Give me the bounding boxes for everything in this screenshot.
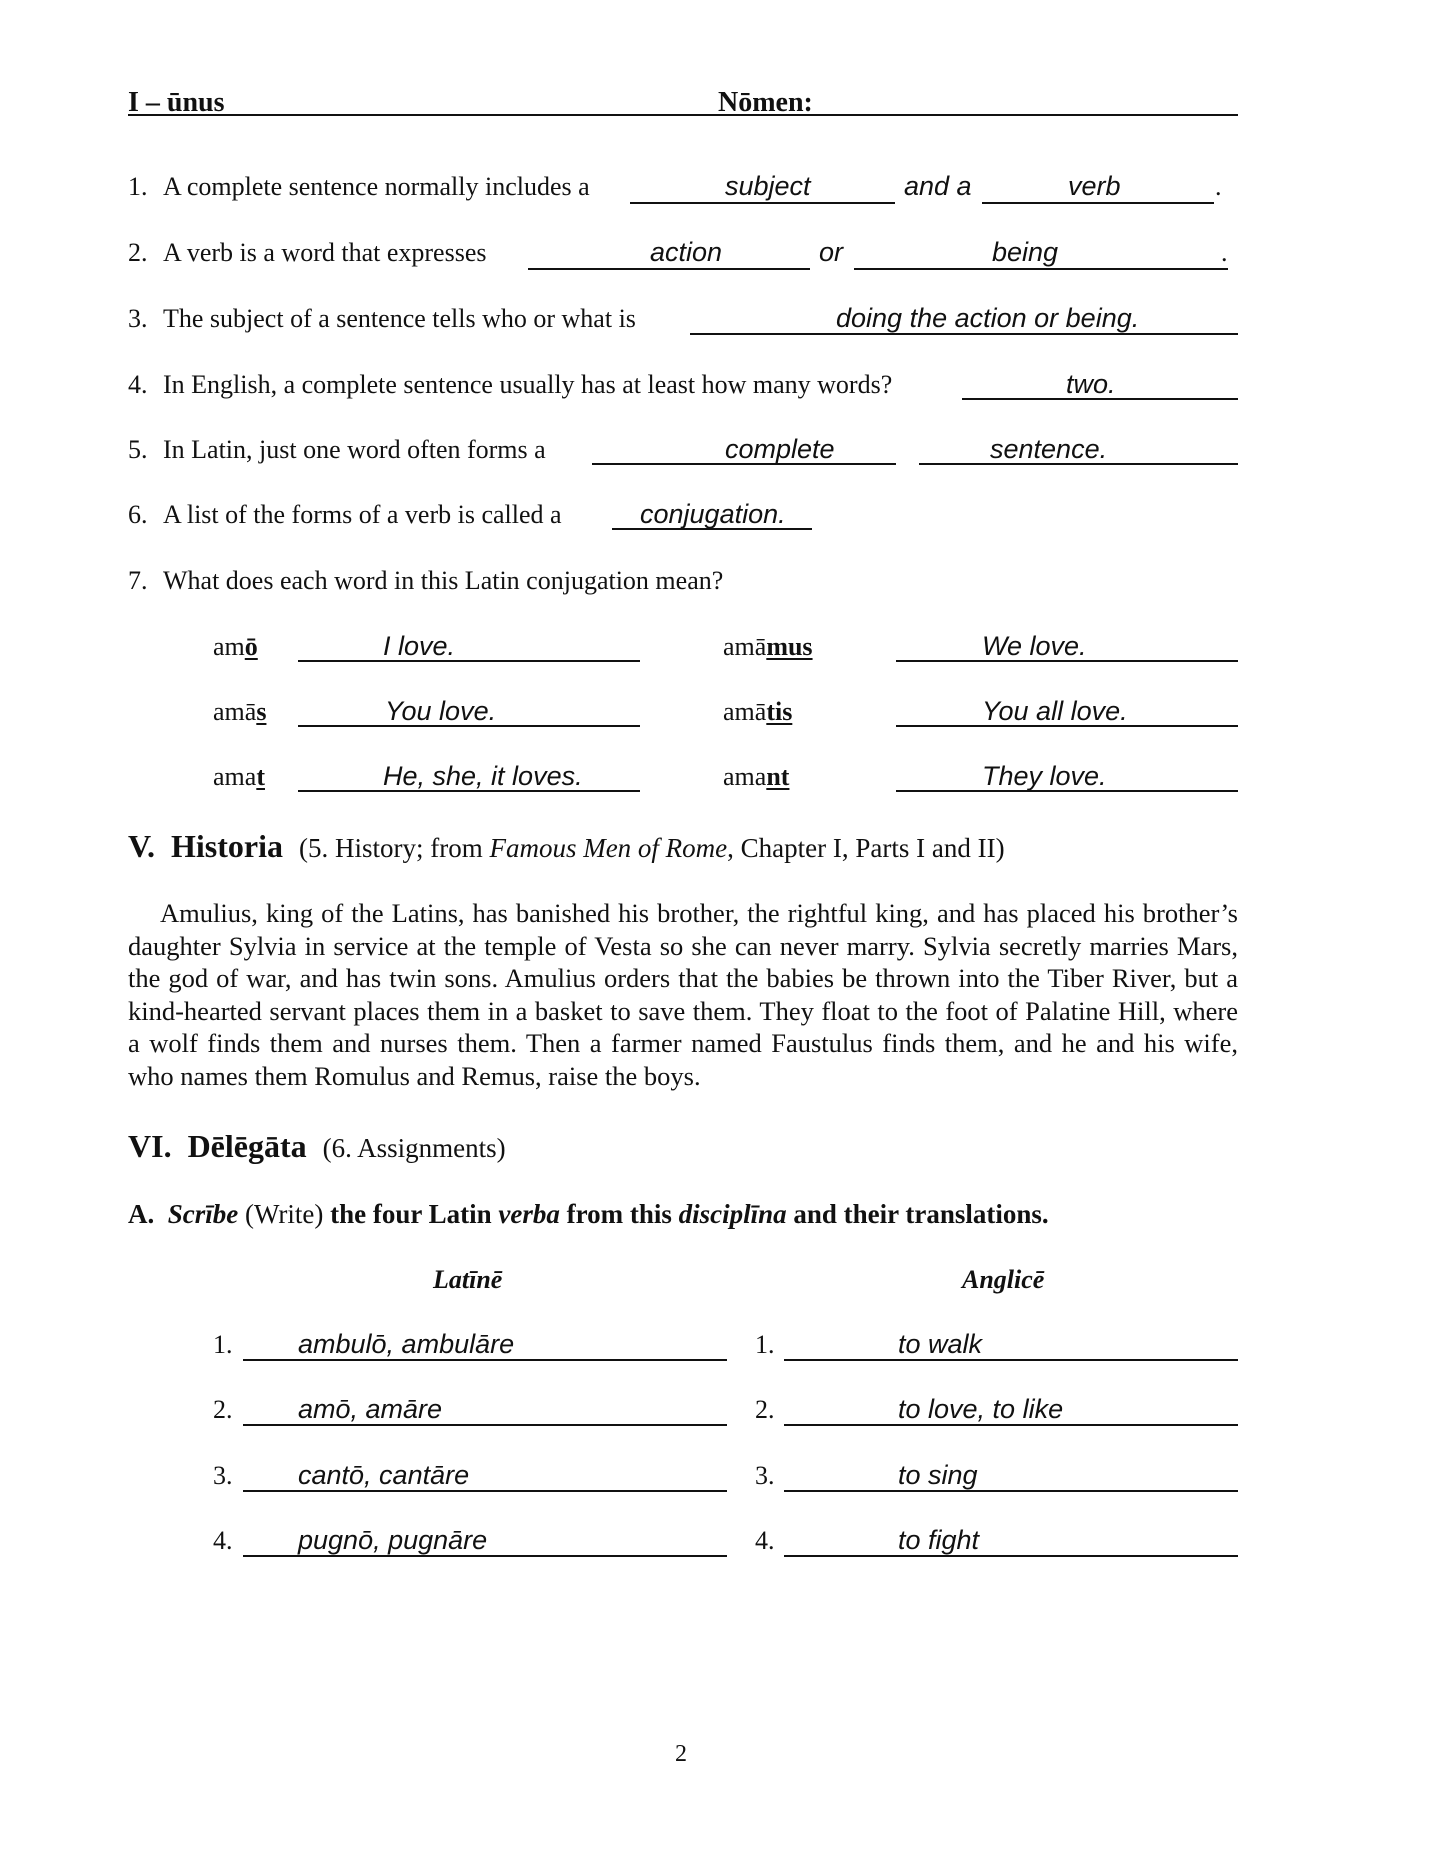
question-7-number: 7.	[128, 566, 148, 595]
english-row-number: 2.	[755, 1395, 775, 1424]
english-translation: to love, to like	[898, 1394, 1064, 1424]
conjugation-form: amāmus	[723, 632, 813, 661]
answer-4: two.	[1066, 369, 1116, 399]
latin-row-number: 2.	[213, 1395, 233, 1424]
question-1-text: A complete sentence normally includes a	[163, 172, 590, 201]
answer-line	[243, 1490, 727, 1492]
latin-verb: cantō, cantāre	[298, 1460, 470, 1490]
answer-line	[854, 268, 1228, 270]
question-7-text: What does each word in this Latin conjugation mean?	[163, 566, 724, 595]
question-3-text: The subject of a sentence tells who or what is	[163, 304, 636, 333]
english-translation: to fight	[898, 1525, 980, 1555]
historia-subtitle: (5. History; from Famous Men of Rome, Chapter I, Parts I and II)	[298, 833, 1005, 863]
conjugation-meaning: They love.	[982, 761, 1107, 791]
question-2-period: .	[1221, 238, 1228, 267]
answer-6: conjugation.	[640, 499, 786, 529]
answer-5a: complete	[725, 434, 835, 464]
historia-paragraph: Amulius, king of the Latins, has banished his brother, the rightful king, and has placed his brother’s daughter Sylvia in service at the temple of Vesta so she can never marry. Sylvia secretly marries Mars, the god of war, and has twin sons. Amulius orders that the babies be thrown into the Tiber River, but a kind-hearted servant places them in a basket to save them. They float to the foot of Palatine Hill, where a wolf finds them and nurses them. Then a farmer named Faustulus finds them, and he and his wife, who names them Romulus and Remus, raise the boys.	[128, 898, 1238, 1091]
english-row-number: 4.	[755, 1526, 775, 1555]
header-rule	[128, 114, 1238, 116]
question-6-text: A list of the forms of a verb is called a	[163, 500, 562, 529]
answer-line	[298, 660, 640, 662]
answer-5b: sentence.	[990, 434, 1108, 464]
answer-1a: subject	[725, 171, 811, 201]
question-3-number: 3.	[128, 304, 148, 333]
page-number: 2	[675, 1741, 687, 1767]
answer-line	[243, 1359, 727, 1361]
question-2-joiner: or	[819, 237, 844, 267]
question-2-text: A verb is a word that expresses	[163, 238, 487, 267]
conjugation-form: amat	[213, 762, 265, 791]
historia-heading: V. Historia (5. History; from Famous Men of Rome, Chapter I, Parts I and II)	[128, 828, 1005, 864]
conjugation-form: amant	[723, 762, 790, 791]
conjugation-meaning: We love.	[982, 631, 1087, 661]
conjugation-form: amātis	[723, 697, 793, 726]
conjugation-form: amō	[213, 632, 258, 661]
answer-3: doing the action or being.	[836, 303, 1140, 333]
answer-line	[630, 202, 895, 204]
question-6-number: 6.	[128, 500, 148, 529]
header-name-label: Nōmen:	[718, 87, 813, 118]
conjugation-meaning: I love.	[383, 631, 456, 661]
question-1-joiner: and a	[904, 171, 972, 201]
answer-line	[784, 1359, 1238, 1361]
answer-line	[243, 1555, 727, 1557]
latin-verb: pugnō, pugnāre	[298, 1525, 488, 1555]
delegata-heading: VI. Dēlēgāta (6. Assignments)	[128, 1128, 506, 1164]
answer-line	[243, 1424, 727, 1426]
answer-2a: action	[650, 237, 723, 267]
column-heading-english: Anglicē	[962, 1265, 1045, 1294]
answer-line	[982, 202, 1214, 204]
answer-line	[528, 268, 810, 270]
question-2-number: 2.	[128, 238, 148, 267]
answer-line	[784, 1424, 1238, 1426]
answer-2b: being	[992, 237, 1059, 267]
latin-row-number: 4.	[213, 1526, 233, 1555]
question-5-number: 5.	[128, 435, 148, 464]
answer-line	[784, 1555, 1238, 1557]
english-row-number: 1.	[755, 1330, 775, 1359]
latin-row-number: 3.	[213, 1461, 233, 1490]
question-4-text: In English, a complete sentence usually has at least how many words?	[163, 370, 893, 399]
question-4-number: 4.	[128, 370, 148, 399]
english-translation: to sing	[898, 1460, 978, 1490]
question-5-text: In Latin, just one word often forms a	[163, 435, 546, 464]
conjugation-meaning: He, she, it loves.	[383, 761, 583, 791]
english-row-number: 3.	[755, 1461, 775, 1490]
answer-line	[784, 1490, 1238, 1492]
latin-row-number: 1.	[213, 1330, 233, 1359]
conjugation-meaning: You all love.	[982, 696, 1128, 726]
latin-verb: ambulō, ambulāre	[298, 1329, 515, 1359]
conjugation-meaning: You love.	[385, 696, 497, 726]
answer-line	[690, 333, 1238, 335]
answer-1b: verb	[1068, 171, 1121, 201]
header-left: I – ūnus	[128, 87, 225, 118]
latin-verb: amō, amāre	[298, 1394, 443, 1424]
delegata-instructions: A. Scrībe (Write) the four Latin verba from this disciplīna and their translations.	[128, 1199, 1049, 1229]
question-1-number: 1.	[128, 172, 148, 201]
english-translation: to walk	[898, 1329, 983, 1359]
conjugation-form: amās	[213, 697, 267, 726]
column-heading-latin: Latīnē	[433, 1265, 503, 1294]
question-1-period: .	[1215, 172, 1222, 201]
